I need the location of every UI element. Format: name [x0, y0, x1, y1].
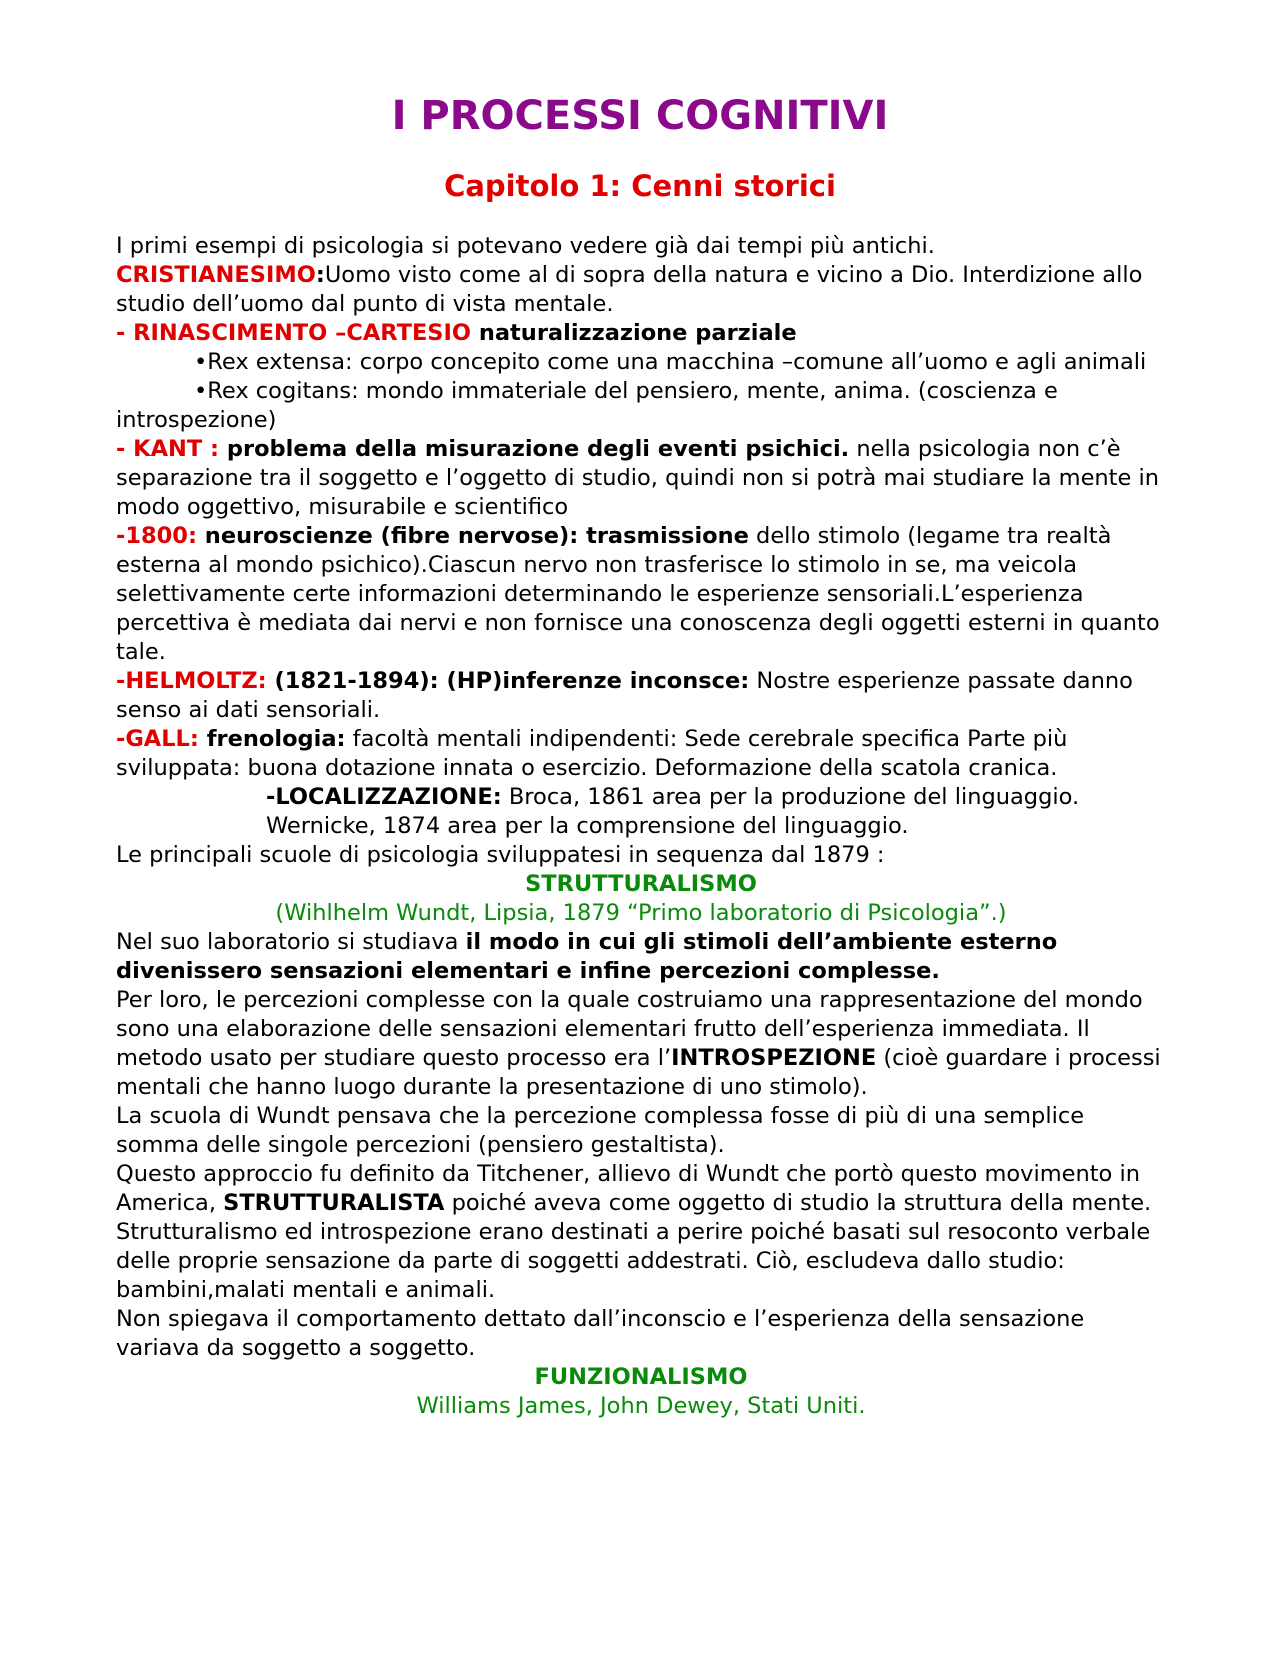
- funzionalismo-heading: FUNZIONALISMO: [534, 1364, 748, 1390]
- y1800-paragraph: [116, 522, 1166, 667]
- cristianesimo-paragraph: [116, 261, 1166, 319]
- bullet-rex-extensa: •Rex extensa: corpo concepito come una macchina –comune all’uomo e agli animali: [194, 349, 1147, 375]
- gall-bold: frenologia:: [198, 726, 346, 752]
- titchener-paragraph: [116, 1160, 1166, 1218]
- strutturalista-bold: STRUTTURALISTA: [223, 1190, 445, 1216]
- titchener-text2: poiché aveva come oggetto di studio la struttura della mente.: [444, 1190, 1152, 1216]
- cristianesimo-label: CRISTIANESIMO: [116, 262, 316, 288]
- funzionalismo-subheading: Williams James, John Dewey, Stati Uniti.: [416, 1393, 866, 1419]
- intro-paragraph: I primi esempi di psicologia si potevano vedere già dai tempi più antichi.: [116, 233, 935, 259]
- document-title: I PROCESSI COGNITIVI: [391, 93, 889, 139]
- laboratorio-text: Nel suo laboratorio si studiava: [116, 929, 466, 955]
- gall-label: -GALL:: [116, 726, 199, 752]
- y1800-bold: neuroscienze (fibre nervose): trasmissione: [196, 523, 749, 549]
- perloro-text2: (cioè guardare i processi mentali che hanno luogo durante la presentazione di uno stimolo).: [116, 1045, 1161, 1100]
- wundt-paragraph: La scuola di Wundt pensava che la percezione complessa fosse di più di una semplice somma delle singole percezioni (pensiero gestaltista).: [116, 1103, 1085, 1158]
- strutturalismo-subheading: (Wihlhelm Wundt, Lipsia, 1879 “Primo laboratorio di Psicologia”.): [275, 900, 1007, 926]
- y1800-label: -1800:: [116, 523, 197, 549]
- chapter-title: Capitolo 1: Cenni storici: [444, 169, 836, 203]
- laboratorio-paragraph: [116, 928, 1166, 986]
- bullet-item: [116, 377, 1166, 435]
- strutturalismo-heading: STRUTTURALISMO: [525, 871, 757, 897]
- scuole-paragraph: Le principali scuole di psicologia sviluppatesi in sequenza dal 1879 :: [116, 842, 885, 868]
- laboratorio-bold: il modo in cui gli stimoli dell’ambiente esterno divenissero sensazioni elementari e infine percezioni complesse.: [116, 929, 1058, 984]
- introspezione-bold: INTROSPEZIONE: [671, 1045, 877, 1071]
- document-body: [116, 232, 1166, 1421]
- perloro-paragraph: [116, 986, 1166, 1102]
- kant-text: nella psicologia non c’è separazione tra il soggetto e l’oggetto di studio, quindi non si potrà mai studiare la mente in modo oggettivo, misurabile e scientifico: [116, 436, 1159, 520]
- helmoltz-text: Nostre esperienze passate danno senso ai dati sensoriali.: [116, 668, 1133, 723]
- rinascimento-label: - RINASCIMENTO –CARTESIO: [116, 320, 472, 346]
- helmoltz-label: -HELMOLTZ:: [116, 668, 267, 694]
- localizzazione-bold: -LOCALIZZAZIONE:: [266, 784, 502, 810]
- rinascimento-paragraph: [116, 319, 1166, 348]
- kant-bold: problema della misurazione degli eventi psichici.: [219, 436, 850, 462]
- helmoltz-paragraph: [116, 667, 1166, 725]
- inconscio-paragraph: Non spiegava il comportamento dettato dall’inconscio e l’esperienza della sensazione variava da soggetto a soggetto.: [116, 1306, 1085, 1361]
- rinascimento-bold: naturalizzazione parziale: [471, 320, 797, 346]
- localizzazione-paragraph: [116, 783, 1166, 841]
- bullet-rex-cogitans: •Rex cogitans: mondo immateriale del pensiero, mente, anima. (coscienza e introspezione): [116, 378, 1058, 433]
- perire-paragraph: Strutturalismo ed introspezione erano destinati a perire poiché basati sul resoconto verbale delle proprie sensazione da parte di soggetti addestrati. Ciò, escludeva dallo studio: bambini,malati mentali e animali.: [116, 1219, 1151, 1303]
- bullet-item: [116, 348, 1166, 377]
- y1800-text: dello stimolo (legame tra realtà esterna al mondo psichico).Ciascun nervo non trasferisce lo stimolo in se, ma veicola selettivamente certe informazioni determinando le esperienze sensoriali.L’esperienza percettiva è mediata dai nervi e non fornisce una conoscenza degli oggetti esterni in quanto tale.: [116, 523, 1160, 665]
- kant-label: - KANT :: [116, 436, 220, 462]
- gall-paragraph: [116, 725, 1166, 783]
- titchener-text1: Questo approccio fu definito da Titchener, allievo di Wundt che portò questo movimento in America,: [116, 1161, 1140, 1216]
- helmoltz-bold: (1821-1894): (HP)inferenze inconsce:: [266, 668, 750, 694]
- localizzazione-text: Broca, 1861 area per la produzione del linguaggio. Wernicke, 1874 area per la comprensione del linguaggio.: [266, 784, 1080, 839]
- cristianesimo-colon: :: [315, 262, 325, 288]
- gall-text: facoltà mentali indipendenti: Sede cerebrale specifica Parte più sviluppata: buona dotazione innata o esercizio. Deformazione della scatola cranica.: [116, 726, 1068, 781]
- kant-paragraph: [116, 435, 1166, 522]
- perloro-text1: Per loro, le percezioni complesse con la quale costruiamo una rappresentazione del mondo sono una elaborazione delle sensazioni elementari frutto dell’esperienza immediata. Il metodo usato per studiare questo processo era l’: [116, 987, 1143, 1071]
- cristianesimo-text: Uomo visto come al di sopra della natura e vicino a Dio. Interdizione allo studio dell’uomo dal punto di vista mentale.: [116, 262, 1143, 317]
